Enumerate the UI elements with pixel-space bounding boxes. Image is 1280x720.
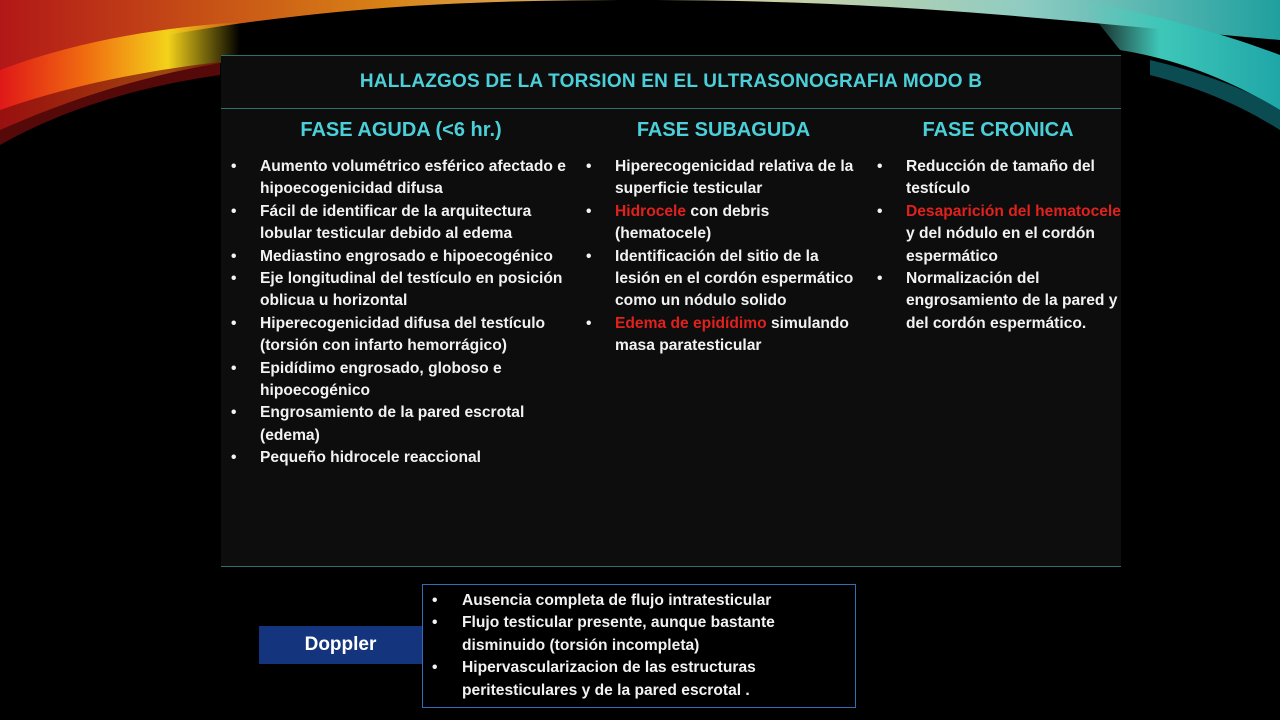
subacute-phase-list	[584, 156, 863, 358]
highlight-text: Desaparición del hematocele	[906, 202, 1121, 220]
phase-columns	[221, 109, 1121, 470]
list-item: • Ausencia completa de flujo intratesticular	[423, 590, 855, 612]
list-item: • Normalización del engrosamiento de la pared y del cordón espermático.	[875, 268, 1121, 335]
list-item: • Pequeño hidrocele reaccional	[229, 447, 573, 469]
list-item: • Hiperecogenicidad difusa del testículo (torsión con infarto hemorrágico)	[229, 313, 573, 358]
list-item: • Desaparición del hematocele y del nódulo en el cordón espermático	[875, 201, 1121, 268]
highlight-text: Hidrocele	[615, 202, 687, 220]
column-subacute-phase	[573, 109, 863, 470]
findings-table	[221, 55, 1121, 567]
list-item: • Hiperecogenicidad relativa de la superficie testicular	[584, 156, 863, 201]
column-title: FASE AGUDA (<6 hr.)	[300, 119, 502, 141]
list-item: • Engrosamiento de la pared escrotal (edema)	[229, 402, 573, 447]
list-item: • Reducción de tamaño del testículo	[875, 156, 1121, 201]
list-item: • Edema de epidídimo simulando masa paratesticular	[584, 313, 863, 358]
list-item: • Fácil de identificar de la arquitectura lobular testicular debido al edema	[229, 201, 573, 246]
list-item: • Aumento volumétrico esférico afectado e hipoecogenicidad difusa	[229, 156, 573, 201]
list-item: • Mediastino engrosado e hipoecogénico	[229, 246, 573, 268]
list-item: • Hidrocele con debris (hematocele)	[584, 201, 863, 246]
list-item: • Epidídimo engrosado, globoso e hipoecogénico	[229, 358, 573, 403]
doppler-findings-box	[422, 584, 856, 708]
column-title: FASE SUBAGUDA	[636, 119, 811, 141]
doppler-list	[423, 590, 855, 702]
column-chronic-phase	[863, 109, 1121, 470]
list-item: • Eje longitudinal del testículo en posición oblicua u horizontal	[229, 268, 573, 313]
chronic-phase-list	[875, 156, 1121, 335]
column-title: FASE CRONICA	[922, 119, 1074, 141]
list-item: • Hipervascularizacion de las estructuras peritesticulares y de la pared escrotal .	[423, 657, 855, 702]
list-item: • Identificación del sitio de la lesión en el cordón espermático como un nódulo solido	[584, 246, 863, 313]
acute-phase-list	[229, 156, 573, 470]
table-header: HALLAZGOS DE LA TORSION EN EL ULTRASONOGRAFIA MODO B	[221, 56, 1121, 109]
column-acute-phase	[221, 109, 573, 470]
highlight-text: Edema de epidídimo	[615, 314, 767, 332]
doppler-label: Doppler	[259, 626, 422, 664]
list-item: • Flujo testicular presente, aunque bastante disminuido (torsión incompleta)	[423, 612, 855, 657]
